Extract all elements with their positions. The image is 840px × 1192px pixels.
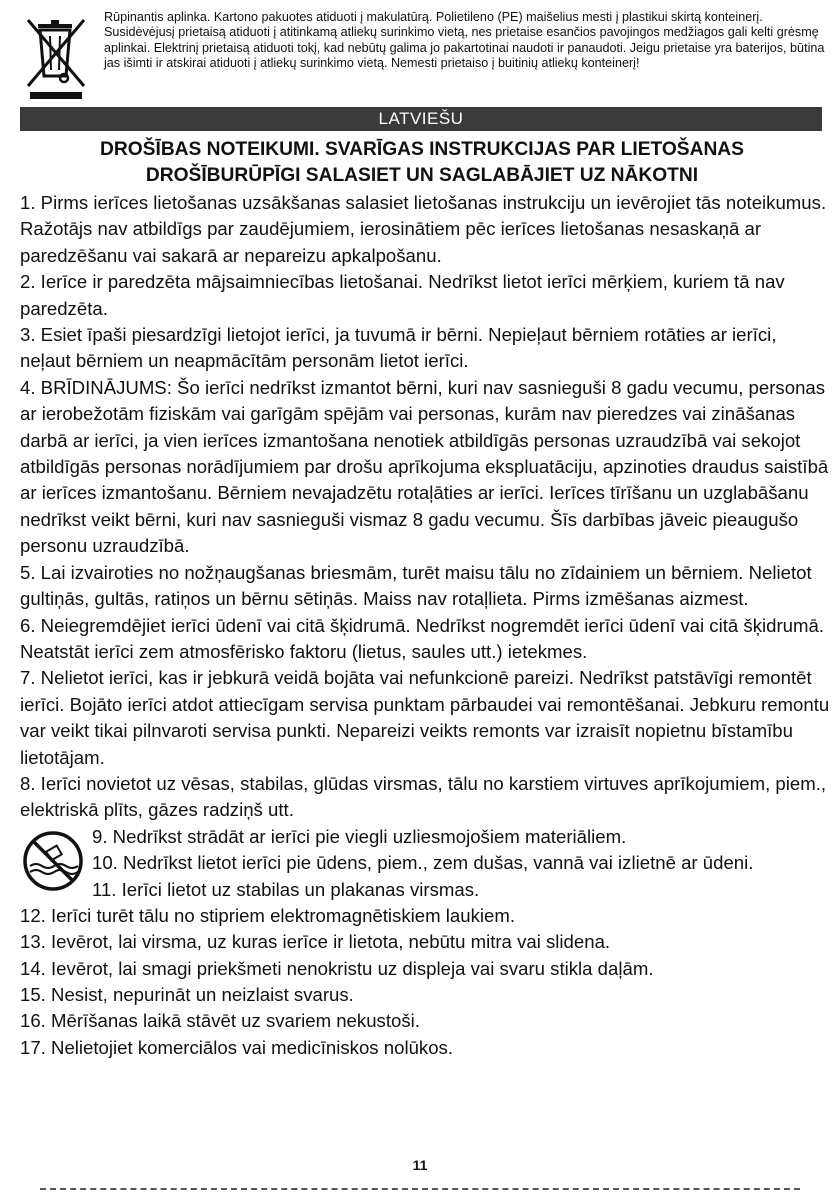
safety-rule: 7. Nelietot ierīci, kas ir jebkurā veidā bojāta vai nefunkcionē pareizi. Nedrīkst patstāvīgi remontēt ierīci. Bojāto ierīci atdot attiecīgam servisa punktam pārbaudei vai remontēšanai. Jebkuru remontu var veikt tikai pilnvaroti servisa punkti. Nepareizi veikts remonts var izraisīt nopietnu bīstamību lietotājam. — [20, 667, 830, 768]
rules-list-after — [20, 903, 832, 1061]
safety-rule: 16. Mērīšanas laikā stāvēt uz svariem nekustoši. — [20, 1010, 420, 1032]
safety-heading: DROŠĪBAS NOTEIKUMI. SVARĪGAS INSTRUKCIJAS PAR LIETOŠANAS — [100, 139, 744, 160]
safety-subheading: DROŠĪBURŪPĪGI SALASIET UN SAGLABĀJIET UZ NĀKOTNI — [145, 165, 699, 186]
safety-rule: 8. Ierīci novietot uz vēsas, stabilas, glūdas virsmas, tālu no karstiem virtuves aprīkojumiem, piem., elektriskā plīts, gāzes radziņš utt. — [20, 772, 827, 821]
safety-rule: 11. Ierīci lietot uz stabilas un plakanas virsmas. — [92, 878, 480, 900]
safety-rule: 3. Esiet īpaši piesardzīgi lietojot ierīci, ja tuvumā ir bērni. Nepieļaut bērniem rotāties ar ierīci, neļaut bērniem un neapmācītām personām lietot ierīci. — [20, 324, 777, 372]
safety-rule: 4. BRĪDINĀJUMS: Šo ierīci nedrīkst izmantot bērni, kuri nav sasnieguši 8 gadu vecumu, personas ar ierobežotām fiziskām vai garīgām spējām vai personas, kurām nav pieredzes vai zināšanas darbā ar ierīci, ja vien ierīces izmantošana nenotiek atbildīgās personas uzraudzībā vai sekojot atbildīgās personas norādījumiem par drošu aprīkojuma ekspluatāciju, apzinoties draudus saistībā ar ierīces izmantošanu. Bērniem nevajadzētu rotaļāties ar ierīci. Ierīces tīrīšanu un uzglabāšanu nedrīkst veikt bērni, kuri nav sasnieguši vismaz 8 gadu vecumu. Šīs darbības jāveic pieaugušo personu uzraudzībā. — [20, 376, 829, 557]
safety-rule: 15. Nesist, nepurināt un neizlaist svarus. — [20, 983, 354, 1005]
crossed-out-wheelie-bin-icon — [20, 14, 92, 100]
rules-list-before — [20, 190, 832, 824]
footer-divider — [40, 1188, 800, 1190]
safety-rule: 14. Ievērot, lai smagi priekšmeti nenokristu uz displeja vai svaru stikla daļām. — [20, 957, 654, 979]
water-warning-block — [20, 824, 832, 903]
safety-rules — [20, 190, 832, 1061]
safety-rule: 13. Ievērot, lai virsma, uz kuras ierīce ir lietota, nebūtu mitra vai slidena. — [20, 931, 611, 953]
safety-rule: 17. Nelietojiet komerciālos vai medicīniskos nolūkos. — [20, 1036, 454, 1058]
recycling-note-text: Rūpinantis aplinka. Kartono pakuotes atiduoti į makulatūrą. Polietileno (PE) maišelius mesti į plastikui skirtą konteinerį. Susidėvėjusį prietaisą atiduoti į atitinkamą atliekų surinkimo vietą, nes prietaise esančios pavojingos medžiagos gali kelti grėsmę aplinkai. Elektrinį prietaisą atiduoti tokį, kad nebūtų galima jo pakartotinai naudoti ir panaudoti. Jeigu prietaise yra baterijos, būtina jas išimti ir atskirai atiduoti į atliekų surinkimo vietą. Nemesti prietaiso į buitinių atliekų konteinerį! — [104, 10, 825, 71]
safety-rule: 10. Nedrīkst lietot ierīci pie ūdens, piem., zem dušas, vannā vai izlietnē ar ūdeni. — [92, 852, 754, 874]
safety-rule: 12. Ierīci turēt tālu no stipriem elektromagnētiskiem laukiem. — [20, 904, 516, 926]
language-header: LATVIEŠU — [20, 107, 822, 131]
safety-rule: 6. Neiegremdējiet ierīci ūdenī vai citā šķidrumā. Nedrīkst nogremdēt ierīci ūdenī vai citā šķidrumā. Neatstāt ierīci zem atmosfērisko faktoru (lietus, saules utt.) ietekmes. — [20, 614, 825, 662]
safety-rule: 1. Pirms ierīces lietošanas uzsākšanas salasiet lietošanas instrukciju un ievērojiet tās noteikumus. Ražotājs nav atbildīgs par zaudējumiem, ierosinātiem pēc ierīces lietošanas nesaskaņā ar paredzēšanu vai sakarā ar nepareizu apkalpošanu. — [20, 192, 827, 266]
page-number: 11 — [412, 1157, 428, 1173]
safety-rule: 9. Nedrīkst strādāt ar ierīci pie viegli uzliesmojošiem materiāliem. — [92, 825, 627, 847]
no-water-immersion-icon — [22, 830, 84, 892]
safety-rule: 2. Ierīce ir paredzēta mājsaimniecības lietošanai. Nedrīkst lietot ierīci mērķiem, kuriem tā nav paredzēta. — [20, 271, 785, 319]
rules-list-water — [92, 824, 753, 903]
safety-rule: 5. Lai izvairoties no nožņaugšanas briesmām, turēt maisu tālu no zīdainiem un bērniem. Nelietot gultiņās, gultās, ratiņos un bērnu sētiņās. Maiss nav rotaļlieta. Pirms izmēšanas aizmest. — [20, 561, 812, 610]
